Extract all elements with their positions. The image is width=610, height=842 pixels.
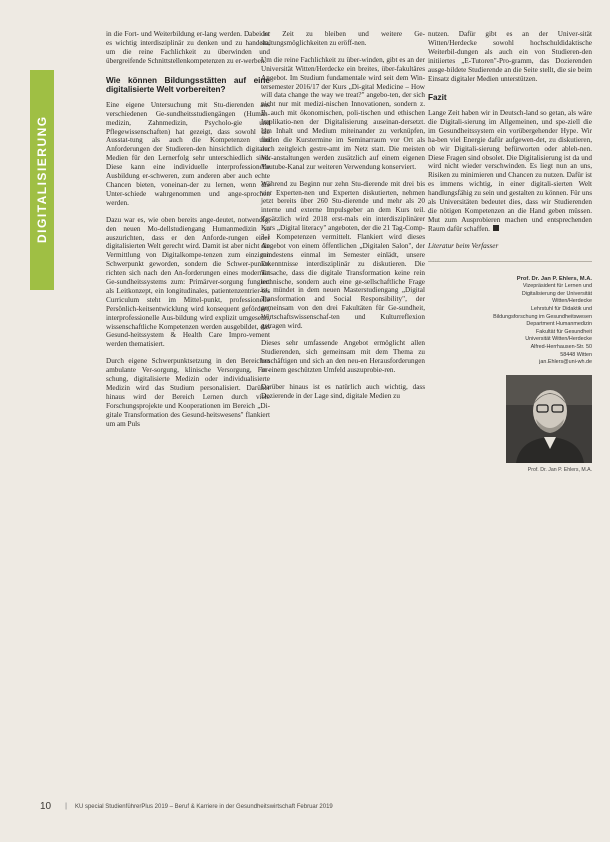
author-name: Prof. Dr. Jan P. Ehlers, M.A.	[516, 275, 592, 282]
photo-caption: Prof. Dr. Jan P. Ehlers, M.A.	[527, 466, 592, 473]
paragraph: der Zeit zu bleiben und weitere Ge-staltungsmöglichkeiten zu eröff-nen.	[261, 30, 425, 47]
end-mark-icon	[493, 225, 499, 231]
section-label: DIGITALISIERUNG	[35, 115, 49, 243]
author-line: Bildungsforschung im Gesundheitswesen	[493, 313, 592, 320]
author-line: Digitalisierung der Universität	[521, 290, 592, 297]
author-line: Universität Witten/Herdecke	[525, 336, 592, 343]
author-line: Alfred-Herrhausen-Str. 50	[530, 343, 592, 350]
portrait-icon	[506, 375, 592, 463]
author-line: Lehrstuhl für Didaktik und	[530, 306, 592, 312]
author-photo	[506, 375, 592, 463]
author-line: 58448 Witten	[560, 351, 592, 358]
paragraph-text: Lange Zeit haben wir in Deutsch-land so getan, als wäre die Digitali-sierung im Allgemeinen, und spe-ziell die im Gesundheitssystem ein vorübergehender Hype. Wir ha-ben viel Energie dafür aufgewen-det, zu diskutieren, ob wir Digitali-sierung befürworten oder ableh-nen. Diese Fragen sind obsolet. Die Digitalisierung ist da und wird nicht wieder verschwinden. Es liegt nun an uns, Risiken zu minimieren und Chancen zu nutzen. Dafür ist es immens wichtig, in einer digitali-sierten Welt handlungsfähig zu sein und gestalten zu können. Für uns als Universitäten bedeutet dies, dass wir Studierenden die nötigen Kompetenzen an die Hand geben müssen. Mut zum Ausprobieren machen und entsprechenden Raum dafür schaffen.	[428, 109, 592, 233]
author-line: Fakultät für Gesundheit	[535, 328, 592, 335]
paragraph: Dieses sehr umfassende Angebot ermöglicht allen Studierenden, sich gemeinsam mit dem Thema zu beschäftigen und sich an den neu-en Herausforderungen in einem geschützten Umfeld auszuprobie-ren.	[261, 339, 425, 374]
paragraph: Um die reine Fachlichkeit zu über-winden, gibt es an der Universität Witten/Herdecke ein breites, über-fakultäres Angebot. Im Studium fundamentale wird seit dem Win-tersemester 2016/17 der Kurs „Di-gital Medicine – How will data change the way we treat?" angebo-ten, der sich nicht nur mit medizi-nischen Innovationen, sondern z. B. auch mit ökonomischen, poli-tischen und ethischen Implikatio-nen der Digitalisierung auseinan-dersetzt. Um Inhalt und Medium miteinander zu verknüpfen, finden die Kurstermine im Seminarraum vor Ort als auch zeitgleich gestre-amt im Netz statt. Die meisten Vor-anstaltungen werden zusätzlich auf einem eigenen Youtube-Kanal zur weiteren Verwendung konserviert.	[261, 55, 425, 171]
author-line: Witten/Herdecke	[552, 298, 592, 305]
paragraph: Während zu Beginn nur zehn Stu-dierende mit drei bis vier Experten-nen und Experten diskutierten, nehmen jetzt bereits über 260 Stu-dierende und mehr als 20 interne und externe Impulsgeber an dem Kurs teil. Zusätzlich wird 2018 erst-mals ein interdisziplinärer Kurs „Digital literacy" angeboten, der die 21 Tag-Comp-3-1 Kompetenzen vermittelt. Flankiert wird dieses Angebot von einem öffentlichen „Digitalen Salon", der mindestens einmal im Semester einlädt, unsere Erkenntnisse interdisziplinär zu diskutieren. Die Tatsache, dass die digitale Transformation keine rein technische, sondern auch eine ge-sellschaftliche Frage ist, mündet in dem neuen Masterstudiengang „Digital Transformation and Social Responsibility", der gemeinsam von den drei Fakultäten für Ge-sundheit, Wirtschaftswissenschaf-ten und Kulturreflexion getragen wird.	[261, 179, 425, 331]
section-heading: Wie können Bildungsstätten auf eine digitalisierte Welt vorbereiten?	[106, 75, 270, 95]
divider	[428, 261, 592, 262]
author-box	[428, 276, 592, 367]
paragraph	[428, 109, 592, 234]
section-heading: Fazit	[428, 93, 447, 103]
column-1	[106, 30, 270, 437]
paragraph: Darüber hinaus ist es natürlich auch wichtig, dass Dozierende in der Lage sind, digitale Medien zu	[261, 382, 425, 400]
page-footer	[40, 801, 570, 812]
author-line: Vizepräsident für Lernen und	[522, 283, 592, 290]
author-line: jan.Ehlers@uni-wh.de	[539, 359, 592, 366]
author-line: Department Humanmedizin	[526, 321, 592, 328]
paragraph: in die Fort- und Weiterbildung er-lang werden. Dabei ist es wichtig interdisziplinär zu denken und zu handeln, um die reine Fachlichkeit zu überwinden und übergreifende Schnittstellenkompetenzen zu er-werben.	[106, 30, 270, 65]
footer-separator: |	[65, 803, 67, 810]
literature-note: Literatur beim Verfasser	[428, 241, 499, 250]
column-2	[261, 30, 425, 408]
column-3	[428, 30, 592, 475]
paragraph: Durch eigene Schwerpunktsetzung in den Bereichen ambulante Ver-sorgung, klinische Versorgung, For-schung, digitalisierte Medizin oder individualisierte Medizin wird das Studium personalisiert. Darüber hinaus wird der Bereich Lernen durch viele Forschungsprojekte und Kooperationen im Bereich „Di-gitale Transformation des Gesund-heitswesens" flankiert um am Puls	[106, 357, 270, 428]
page-number: 10	[40, 801, 52, 812]
paragraph: nutzen. Dafür gibt es an der Univer-sität Witten/Herdecke sowohl hochschuldidaktische Weiterbil-dungen als auch ein von Studieren-den initiiertes „E-Tutoren"-Pro-gramm, das Dozierenden ausge-bildete Studierende an die Seite stellt, die sie beim Einsatz digitaler Medien unterstützen.	[428, 30, 592, 83]
paragraph: Eine eigene Untersuchung mit Stu-dierenden aus verschiedenen Ge-sundheitsstudiengängen (Human-medizin, Zahnmedizin, Psycholo-gie und Pflegewissenschaften) hat gezeigt, dass sowohl die Ausstat-tung als auch die Kompetenzen und Anforderungen der Studieren-den hinsichtlich digitaler Medien für den Lernerfolg sehr unterschiedlich sind. Diese kann eine individuelle interprofessionelle Ausbildung er-schweren, zum anderen aber auch echte Chancen bieten, voneinan-der zu lernen, wenn die Unter-schiede wahrgenommen und ange-sprochen werden.	[106, 100, 270, 207]
paragraph: Dazu war es, wie oben bereits ange-deutet, notwendig, den neuen Mo-dellstudiengang Humanmedizin so auszurichten, dass er den Anforde-rungen einer digitalisierten Welt gerecht wird. Damit ist aber nicht die Vermittlung von Digitalkompe-tenzen zum einzigen Schwerpunkt geworden, sondern die Schwer-punkte richten sich nach den An-forderungen eines modernen Ge-sundheitssystems zum: Primärver-sorgung fungiert als Leitkonzept, ein longitudinales, patientenzentrier-tes Curriculum steht im Mittel-punkt, professionelle Persönlich-keitsentwicklung wird konsequent gefördert, interprofessionelle Aus-bildung wird explizit umgesetzt, wissenschaftliche Kompetenzen werden ausgebildet, das Gesund-heitssystem & Health Care Impro-vement werden thematisiert.	[106, 215, 270, 349]
publication-info: KU special StudienführerPlus 2019 – Beruf & Karriere in der Gesundheitswirtschaft Februar 2019	[74, 803, 333, 810]
